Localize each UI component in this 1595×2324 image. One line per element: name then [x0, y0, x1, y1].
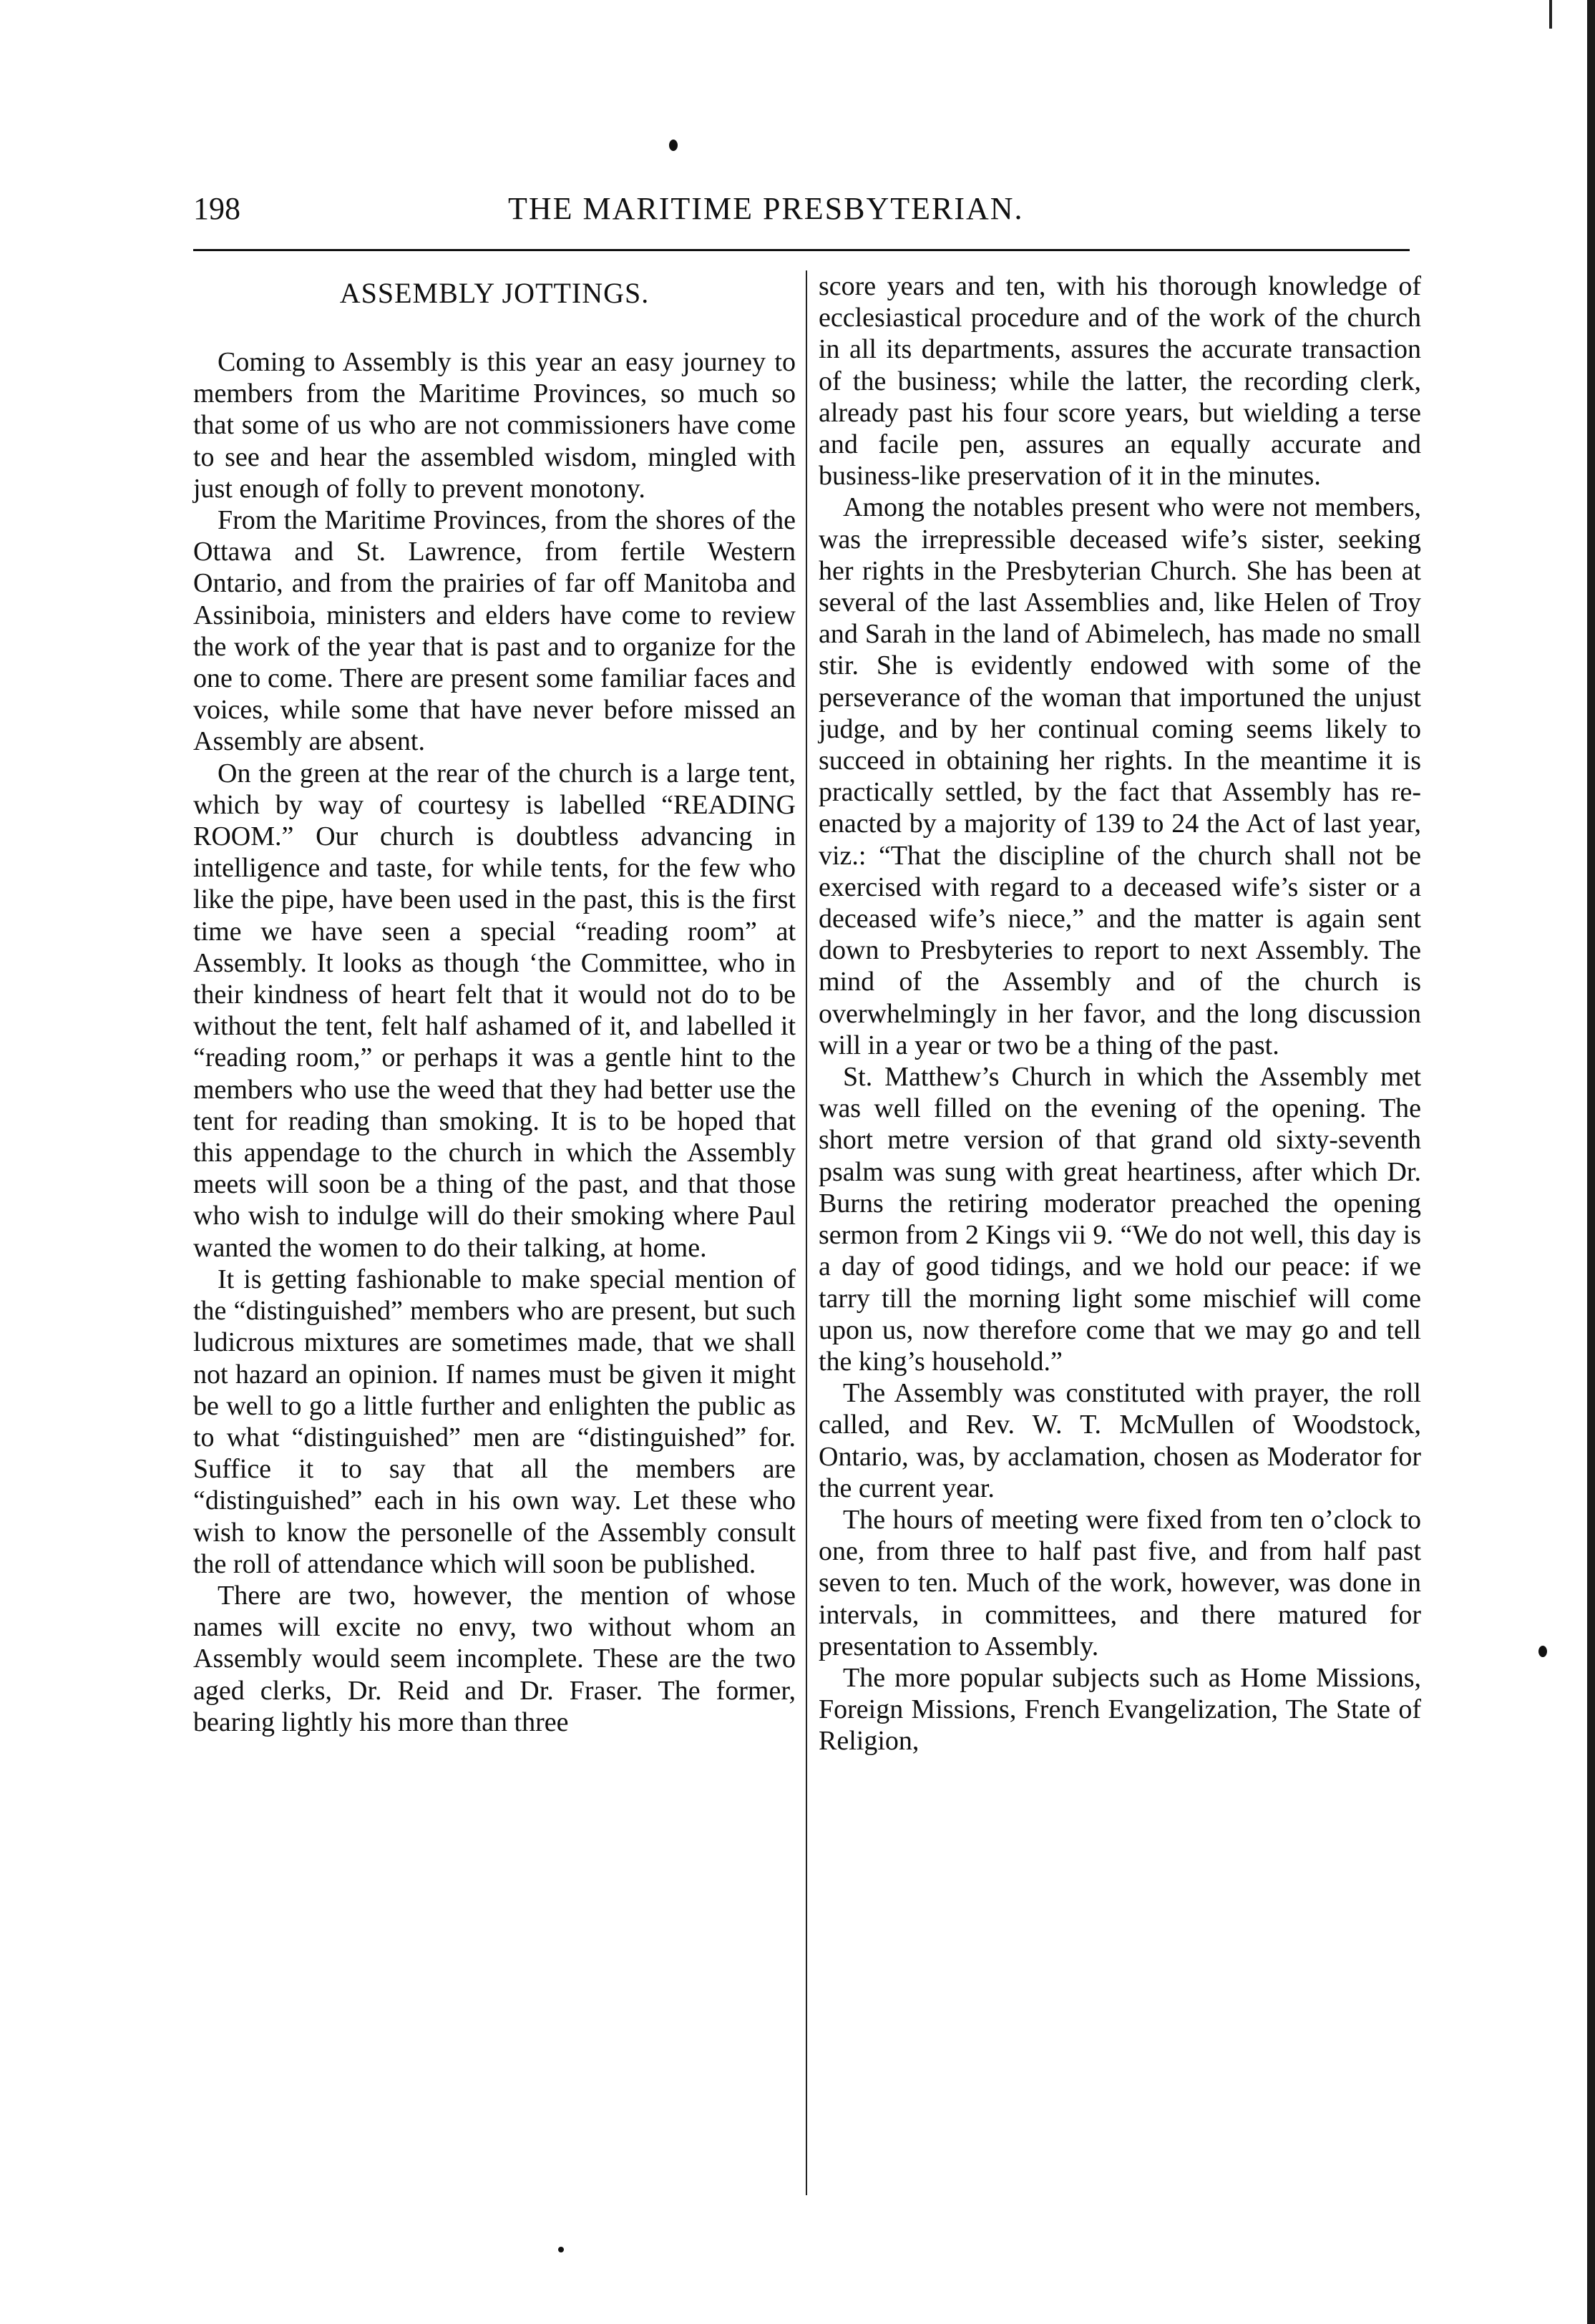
page-header [193, 187, 1410, 238]
paragraph: There are two, however, the mention of whose names will excite no envy, two without whom an Assembly would seem incomplete. These are the two aged clerks, Dr. Reid and Dr. Fraser. The former, bearing lightly his more than three [193, 1580, 796, 1737]
paragraph-continuation: score years and ten, with his thorough knowledge of ecclesiastical procedure and of the work of the church in all its departments, assures the accurate transaction of the business; while the latter, the recording clerk, already past his four score years, but wielding a terse and facile pen, assures an equally accurate and business-like preservation of it in the minutes. [819, 271, 1421, 492]
paragraph: From the Maritime Provinces, from the shores of the Ottawa and St. Lawrence, from fertile Western Ontario, and from the prairies of far off Manitoba and Assiniboia, ministers and elders have come to review the work of the year that is past and to organize for the one to come. There are present some familiar faces and voices, while some that have never before missed an Assembly are absent. [193, 505, 796, 757]
paragraph: The Assembly was constituted with prayer, the roll called, and Rev. W. T. McMullen of Woodstock, Ontario, was, by acclamation, chosen as Moderator for the current year. [819, 1378, 1421, 1503]
paragraph: Coming to Assembly is this year an easy journey to members from the Maritime Provinces, so much so that some of us who are not commissioners have come to see and hear the assembled wisdom, mingled with just enough of folly to prevent monotony. [193, 347, 796, 504]
page-number: 198 [193, 191, 240, 226]
paragraph: St. Matthew’s Church in which the Assembly met was well filled on the evening of the opening. The short metre version of that grand old sixty-seventh psalm was sung with great heartiness, after which Dr. Burns the retiring moderator preached the opening sermon from 2 Kings vii 9. “We do not well, this day is a day of good tidings, and we hold our peace: if we tarry till the morning light some mischief will come upon us, now therefore come that we may go and tell the king’s household.” [819, 1062, 1421, 1377]
ink-speck [558, 2247, 564, 2252]
paragraph: It is getting fashionable to make special mention of the “distinguished” members who are present, but such ludicrous mixtures are sometimes made, that we shall not hazard an opinion. If names must be given it might be well to go a little further and enlighten the public as to what “distinguished” men are “distinguished” for. Suffice it to say that all the members are “distinguished” each in his own way. Let these who wish to know the personelle of the Assembly consult the roll of attendance which will soon be published. [193, 1264, 796, 1579]
header-rule [193, 249, 1410, 251]
paragraph: The hours of meeting were fixed from ten o’clock to one, from three to half past five, and from half past seven to ten. Much of the work, however, was done in intervals, in committees, and there matured for presentation to Assembly. [819, 1504, 1421, 1661]
paragraph: On the green at the rear of the church is a large tent, which by way of courtesy is labelled “READING ROOM.” Our church is doubtless advancing in intelligence and taste, for while tents, for the few who like the pipe, have been used in the past, this is the first time we have seen a special “reading room” at Assembly. It looks as though ‘the Committee, who in their kindness of heart felt that it would not do to be without the tent, felt half ashamed of it, and labelled it “reading room,” or perhaps it was a gentle hint to the members who use the weed that they had better use the tent for reading than smoking. It is to be hoped that this appendage to the church in which the Assembly meets will soon be a thing of the past, and that those who wish to indulge will do their smoking where Paul wanted the women to do their talking, at home. [193, 758, 796, 1263]
paragraph: The more popular subjects such as Home Missions, Foreign Missions, French Evangelization, The State of Religion, [819, 1662, 1421, 1757]
page-edge-mark [1549, 0, 1552, 29]
ink-speck [1538, 1646, 1547, 1657]
ink-speck [669, 140, 678, 151]
right-column [819, 270, 1421, 1757]
article-title: ASSEMBLY JOTTINGS. [339, 277, 650, 309]
left-column [193, 270, 796, 1738]
column-divider [806, 270, 807, 2195]
running-head: THE MARITIME PRESBYTERIAN. [508, 191, 1024, 226]
paragraph: Among the notables present who were not members, was the irrepressible deceased wife’s sister, seeking her rights in the Presbyterian Church. She has been at several of the last Assemblies and, like Helen of Troy and Sarah in the land of Abimelech, has made no small stir. She is evidently endowed with some of the perseverance of the woman that importuned the unjust judge, and by her continual coming seems likely to succeed in obtaining her rights. In the meantime it is practically settled, by the fact that Assembly has re-enacted by a majority of 139 to 24 the Act of last year, viz.: “That the discipline of the church shall not be exercised with regard to a deceased wife’s sister or a deceased wife’s niece,” and the matter is again sent down to Presbyteries to report to next Assembly. The mind of the Assembly and of the church is overwhelmingly in her favor, and the long discussion will in a year or two be a thing of the past. [819, 492, 1421, 1060]
page-edge-shadow [1587, 0, 1595, 2324]
